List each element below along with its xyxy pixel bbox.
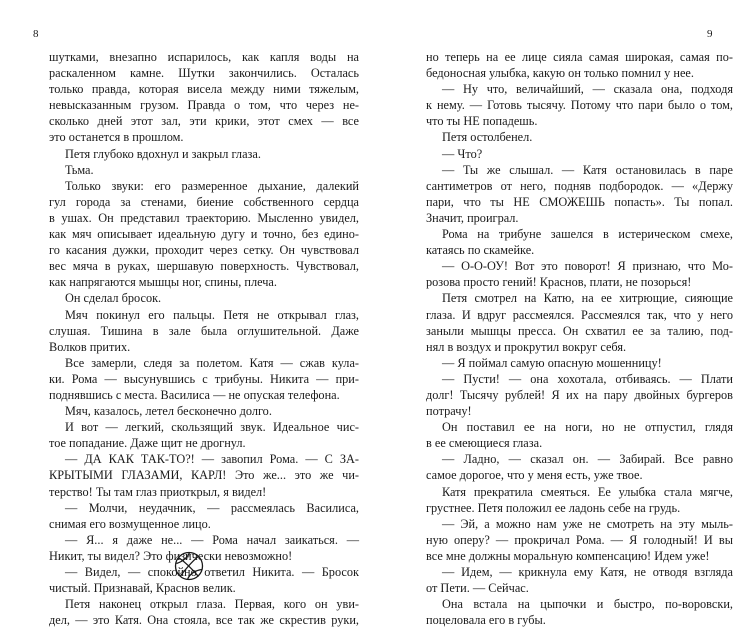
text-line: розова просто гений! Краснов, плати, не позорься! xyxy=(426,275,692,290)
text-line: — Идем, — крикнула ему Катя, не отводя взгляда xyxy=(442,565,733,579)
text-line: Мяч, казалось, летел бесконечно долго. xyxy=(65,404,272,419)
text-line: раскаленном камне. Шутки закончились. Осталась xyxy=(49,66,359,81)
text-line: к нему. — Готовь тысячу. Потому что пари было о том, xyxy=(426,98,733,113)
text-line: И вот — легкий, скользящий звук. Идеальное чис- xyxy=(65,420,359,435)
text-line: — Я... я даже не... — Рома начал заикаться. — xyxy=(65,532,359,547)
text-line: слушая. Тишина в зале была оглушительной. Даже xyxy=(49,323,359,338)
text-line: го касания дужки, проходит через сетку. Он чувствовал xyxy=(49,243,359,258)
text-line: потрачу! xyxy=(426,404,472,419)
text-line: дел, — это Катя. Она стояла, все так же скрестив руки, xyxy=(49,613,359,628)
text-line: самое дорогое, что у меня есть, уже твое. xyxy=(426,468,643,483)
text-line: бедоносная улыбка, какую он только помнил у нее. xyxy=(426,66,694,81)
right-page xyxy=(375,0,750,628)
text-line: Она встала на цыпочки и быстро, по-воровски, xyxy=(442,597,733,612)
text-line: — Ну что, величайший, — сказала она, подходя xyxy=(442,82,733,97)
text-line: поднявшись с места. Василиса — не опуская телефона. xyxy=(49,387,340,402)
text-line: — Я поймал самую опасную мошенницу! xyxy=(442,355,662,370)
text-line: чистый. Признавай, Краснов велик. xyxy=(49,581,236,596)
text-line: сантиметров от него, подняв подбородок. — «Держу xyxy=(426,178,733,193)
text-line: пари, что ты НЕ СМОЖЕШЬ попасть». Ты попал. xyxy=(426,194,733,209)
text-line: КРЫТЫМИ ГЛАЗАМИ, КАРЛ! Это же... это же чи- xyxy=(49,468,359,483)
text-line: — Видел, — спокойно ответил Никита. — Бросок xyxy=(65,565,359,579)
text-line: все мне должны моральную компенсацию! Идем уже! xyxy=(426,548,710,563)
text-line: гул города за стенами, биение собственного сердца xyxy=(49,194,359,209)
text-line: только правда, которая висела между ними тяжелым, xyxy=(49,82,359,97)
text-line: — Ты же слышал. — Катя остановилась в паре xyxy=(442,162,733,177)
text-line: сколько дней этот зал, эти крики, этот смех — все xyxy=(49,114,359,129)
text-line: Тьма. xyxy=(65,162,94,177)
text-line: — ДА КАК ТАК-ТО?! — завопил Рома. — С ЗА- xyxy=(65,452,359,467)
text-line: Никит, ты видел? Это физически невозможно! xyxy=(49,548,293,563)
text-line: Катя прекратила смеяться. Ее улыбка стала мягче, xyxy=(442,484,733,499)
text-line: Он сделал бросок. xyxy=(65,291,162,306)
text-line: грустнее. Петя положил ее ладонь себе на грудь. xyxy=(426,500,681,515)
text-line: в ее смеющиеся глаза. xyxy=(426,436,543,451)
text-line: поцеловала его в губы. xyxy=(426,613,546,628)
text-line: Петя смотрел на Катю, на ее хитрющие, сияющие xyxy=(442,291,733,306)
text-line: как напрягаются мышцы ног, спины, плеча. xyxy=(49,275,277,290)
text-line: — Пусти! — она хохотала, отбиваясь. — Плати xyxy=(442,371,733,386)
text-line: глаза. И вдруг рассмеялся. Рассмеялся так, что у него xyxy=(426,307,733,322)
text-line: тое попадание. Даже щит не дрогнул. xyxy=(49,436,246,451)
text-line: Петя глубоко вдохнул и закрыл глаза. xyxy=(65,146,261,161)
text-line: как мяч описывает идеальную дугу и точно, без едино- xyxy=(49,227,359,242)
text-line: — Эй, а можно нам уже не смотреть на эту мыль- xyxy=(442,516,733,531)
text-line: заныли мышцы пресса. Он схватил ее за талию, под- xyxy=(426,323,733,338)
text-line: Все замерли, следя за полетом. Катя — сжав кула- xyxy=(65,355,359,370)
text-line: нял в воздух и прокрутил вокруг себя. xyxy=(426,339,627,354)
text-line: вес мяча в руках, шершавую поверхность. Чувствовал, xyxy=(49,259,359,274)
text-line: Петя наконец открыл глаза. Первая, кого он уви- xyxy=(65,597,359,612)
text-line: невысказанным грузом. Правда о том, что через не- xyxy=(49,98,359,113)
page-text xyxy=(426,49,733,628)
text-line: катаясь по скамейке. xyxy=(426,243,535,258)
text-line: но теперь на ее лице сияла самая широкая, самая по- xyxy=(426,50,733,64)
text-line: шутками, внезапно испарилось, как капля воды на xyxy=(49,50,359,64)
text-line: ную оперу? — прокричал Рома. — Я голодный! И вы xyxy=(426,532,733,547)
text-line: это останется в прошлом. xyxy=(49,130,184,145)
text-line: Мяч покинул его пальцы. Петя не открывал глаз, xyxy=(65,307,359,322)
text-line: — Молчи, неудачник, — рассмеялась Василиса, xyxy=(65,500,359,515)
text-line: Значит, проиграл. xyxy=(426,210,519,225)
text-line: Только звуки: его размеренное дыхание, далекий xyxy=(65,178,359,193)
text-line: долг! Тысячу рублей! Я их на пару двойных бургеров xyxy=(426,387,733,402)
page-number: 8 xyxy=(33,28,39,40)
text-line: что ты НЕ попадешь. xyxy=(426,114,538,129)
text-line: в ушах. Он представил траекторию. Мысленно увидел, xyxy=(49,210,359,225)
text-line: терство! Ты там глаз приоткрыл, я видел! xyxy=(49,484,267,499)
text-line: — Что? xyxy=(442,146,483,161)
text-line: Волков притих. xyxy=(49,339,131,354)
text-line: — Ладно, — сказал он. — Забирай. Все равно xyxy=(442,452,733,467)
text-line: ки. Рома — высунувшись с трибуны. Никита — при- xyxy=(49,371,359,386)
page-text xyxy=(49,49,359,628)
text-line: Петя остолбенел. xyxy=(442,130,533,145)
text-line: снимая его возмущенное лицо. xyxy=(49,516,211,531)
text-line: Он поставил ее на ноги, но не отпустил, глядя xyxy=(442,420,733,435)
page-number: 9 xyxy=(707,28,713,40)
text-line: — О-О-ОУ! Вот это поворот! Я признаю, что Мо- xyxy=(442,259,733,274)
basketball-icon xyxy=(174,551,204,581)
text-line: Рома на трибуне зашелся в истерическом смехе, xyxy=(442,227,733,242)
text-line: от Пети. — Сейчас. xyxy=(426,581,529,596)
